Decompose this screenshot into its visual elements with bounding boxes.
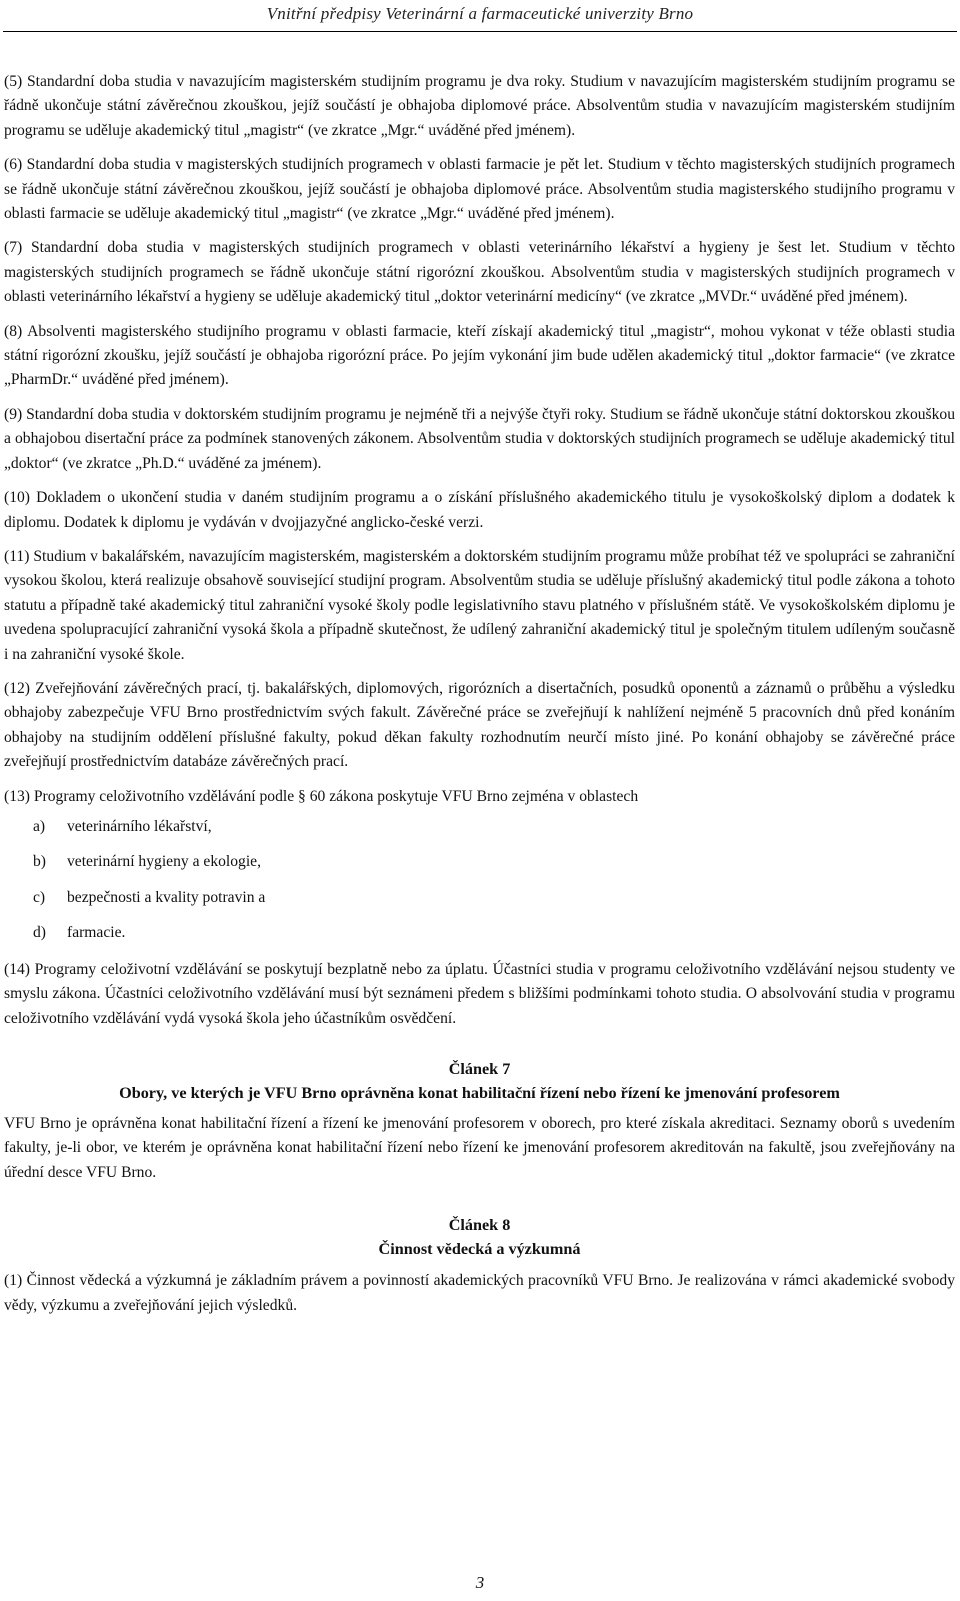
page-number: 3 (475, 1573, 485, 1592)
paragraph-14: (14) Programy celoživotní vzdělávání se poskytují bezplatně nebo za úplatu. Účastníci studia v programu celoživotního vzdělávání nejsou studenty ve smyslu zákona. Účastníci celoživotního vzdělávání musí být seznámeni předem s bližšími podmínkami tohoto studia. O absolvování studia v programu celoživotního vzdělávání vydá vysoká škola jeho účastníkům osvědčení. (4, 960, 955, 1027)
document-header: Vnitřní předpisy Veterinární a farmaceutické univerzity Brno (266, 4, 694, 23)
list-text: bezpečnosti a kvality potravin a (67, 888, 266, 906)
document-body (4, 70, 955, 1328)
program-areas-list (4, 815, 955, 949)
list-marker: d) (33, 923, 46, 941)
list-marker: b) (33, 853, 46, 871)
list-item (4, 815, 955, 850)
list-item (4, 921, 955, 949)
article-8-heading (4, 1213, 955, 1261)
article-7-number: Článek 7 (448, 1060, 511, 1079)
paragraph-5: (5) Standardní doba studia v navazujícím magisterském studijním programu je dva roky. Studium v navazujícím magisterském studijním programu se řádně ukončuje státní závěrečnou zkouškou, jejíž součástí je obhajoba diplomové práce. Absolventům studia v navazujícím magisterském studijním programu se uděluje akademický titul „magistr“ (ve zkratce „Mgr.“ uváděné před jménem). (4, 73, 955, 139)
header-divider (3, 31, 957, 32)
list-marker: a) (33, 817, 46, 835)
article-8-text: (1) Činnost vědecká a výzkumná je základním právem a povinností akademických pracovníků VFU Brno. Je realizována v rámci akademické svobody vědy, výzkumu a zveřejňování jejich výsledků. (4, 1272, 955, 1314)
article-7-title: Obory, ve kterých je VFU Brno oprávněna konat habilitační řízení nebo řízení ke jmenování profesorem (119, 1084, 840, 1103)
paragraph-6: (6) Standardní doba studia v magisterských studijních programech v oblasti farmacie je pět let. Studium v těchto magisterských studijních programech se řádně ukončuje státní závěrečnou zkouškou, jejíž součástí je obhajoba diplomové práce. Absolventům studia magisterského studijního programu v oblasti farmacie se uděluje akademický titul „magistr“ (ve zkratce „Mgr.“ uváděné před jménem). (4, 156, 955, 223)
list-item (4, 850, 955, 885)
article-8-number: Článek 8 (448, 1216, 511, 1235)
paragraph-10: (10) Dokladem o ukončení studia v daném studijním programu a o získání příslušného akademického titulu je vysokoškolský diplom a dodatek k diplomu. Dodatek k diplomu je vydáván v dvojjazyčné anglicko-české verzi. (4, 489, 955, 531)
article-7-heading (4, 1057, 955, 1105)
list-text: veterinární hygieny a ekologie, (67, 853, 261, 871)
article-7-text: VFU Brno je oprávněna konat habilitační řízení a řízení ke jmenování profesorem v oborech, pro které získala akreditaci. Seznamy oborů s uvedením fakulty, je-li obor, ve kterém je oprávněna konat habilitační řízení nebo řízení ke jmenování profesorem akreditován na fakultě, jsou zveřejňovány na úřední desce VFU Brno. (4, 1115, 955, 1181)
paragraph-8: (8) Absolventi magisterského studijního programu v oblasti farmacie, kteří získají akademický titul „magistr“, mohou vykonat v téže oblasti studia státní rigorózní zkoušku, jejíž součástí je obhajoba rigorózní práce. Po jejím vykonání jim bude udělen akademický titul „doktor farmacie“ (ve zkratce „PharmDr.“ uváděné před jménem). (4, 322, 955, 389)
paragraph-11: (11) Studium v bakalářském, navazujícím magisterském, magisterském a doktorském studijním programu může probíhat též ve spolupráci se zahraniční vysokou školou, která realizuje obsahově související studijní program. Absolventům studia se uděluje příslušný akademický titul podle zákona a tohoto statutu a případně také akademický titul zahraniční vysoké školy podle legislativního stavu platného v příslušném státě. Ve vysokoškolském diplomu je uvedena spolupracující zahraniční vysoká škola a případně skutečnost, že udílený zahraniční akademický titul je společným titulem udíleným současně i na zahraniční vysoké škole. (4, 547, 955, 663)
paragraph-7: (7) Standardní doba studia v magisterských studijních programech v oblasti veterinárního lékařství a hygieny je šest let. Studium v těchto magisterských studijních programech se řádně ukončuje státní rigorózní zkouškou. Absolventům studia v magisterských studijních programech v oblasti veterinárního lékařství a hygieny se uděluje akademický titul „doktor veterinární medicíny“ (ve zkratce „MVDr.“ uváděné před jménem). (4, 239, 955, 306)
paragraph-12: (12) Zveřejňování závěrečných prací, tj. bakalářských, diplomových, rigorózních a disertačních, posudků oponentů a záznamů o průběhu a výsledku obhajoby zabezpečuje VFU Brno prostřednictvím svých fakult. Závěrečné práce se zveřejňují k nahlížení nejméně 5 pracovních dnů před konáním obhajoby na studijním oddělení příslušné fakulty, pokud děkan fakulty rozhodnutím neurčí místo jiné. Po konání obhajoby se závěrečné práce zveřejňují prostřednictvím databáze závěrečných prací. (4, 679, 955, 771)
article-8-title: Činnost vědecká a výzkumná (378, 1240, 581, 1259)
list-item (4, 886, 955, 921)
list-text: farmacie. (67, 923, 126, 941)
paragraph-9: (9) Standardní doba studia v doktorském studijním programu je nejméně tři a nejvýše čtyři roky. Studium se řádně ukončuje státní doktorskou zkouškou a obhajobou disertační práce za podmínek stanovených zákonem. Absolventům studia v doktorských studijních programech se uděluje akademický titul „doktor“ (ve zkratce „Ph.D.“ uváděné za jménem). (4, 405, 955, 472)
list-marker: c) (33, 888, 46, 906)
paragraph-13: (13) Programy celoživotního vzdělávání podle § 60 zákona poskytuje VFU Brno zejména v oblastech (4, 787, 639, 805)
list-text: veterinárního lékařství, (67, 817, 212, 835)
